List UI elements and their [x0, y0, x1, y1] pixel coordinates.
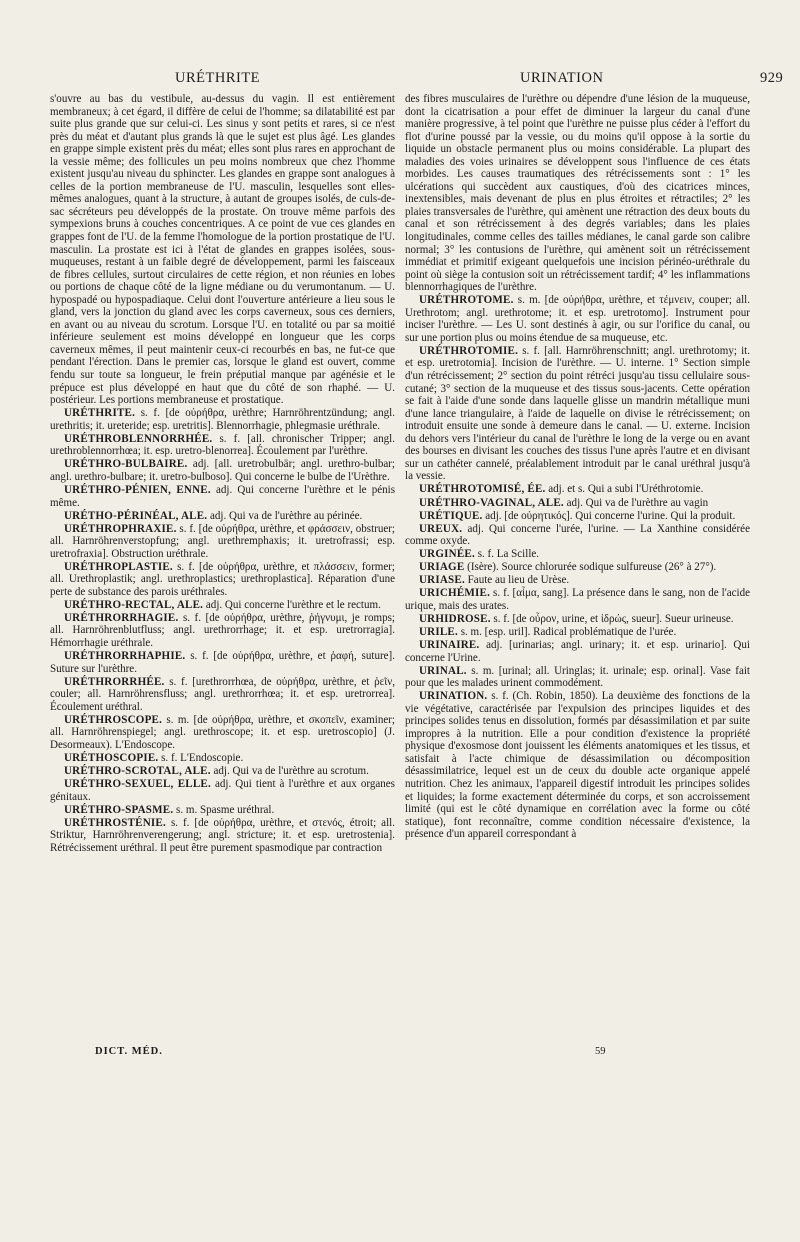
dictionary-entry: [50, 752, 395, 765]
dictionary-entry: [50, 650, 395, 675]
left-column: [50, 93, 395, 854]
entry-headword: URINATION.: [419, 690, 488, 703]
dictionary-entry: [50, 510, 395, 523]
entry-text: s. f. [de οὖρον, urine, et ἱδρώς, sueur]. Sueur urineuse.: [490, 612, 734, 625]
running-header-right: URINATION: [520, 70, 604, 86]
entry-text: adj. [urinarias; angl. urinary; it. et esp. urinario]. Qui concerne l'Urine.: [405, 639, 750, 664]
entry-headword: URÉTHRORRHAPHIE.: [64, 650, 186, 663]
entry-text: (Isère). Source chlorurée sodique sulfureuse (26° à 27°).: [464, 561, 717, 574]
entry-text: adj. Qui va de l'urèthre au scrotum.: [210, 764, 369, 777]
dictionary-entry: [50, 804, 395, 817]
entry-headword: URIAGE: [419, 561, 465, 574]
entry-text: s. f. [all. chronischer Tripper; angl. urethroblennorrhœa; it. esp. uretro-blenorrea]. Écoulement par l'urèthre.: [50, 432, 395, 458]
entry-text: s. m. [de οὐρήθρα, urèthre, et σκοπεῖν, examiner; all. Harnröhrenspiegel; angl. urethroscope; it. et esp. uretroscopio] (J. Desormeaux). L'Endoscope.: [50, 713, 395, 751]
entry-headword: URÉTHRO-PÉNIEN, ENNE.: [64, 483, 211, 496]
entry-headword: URICHÉMIE.: [419, 587, 491, 600]
entry-text: s. f. [de οὐρήθρα, urèthre, et στενός, étroit; all. Striktur, Harnröhrenverengerung; angl. stricture; it. et esp. uretrostenia]. Rétrécissement uréthral. Il peut être purement spasmodique par contraction: [50, 816, 395, 854]
dictionary-entry: [50, 817, 395, 855]
entry-headword: URÉTHROBLENNORRHÉE.: [64, 432, 213, 445]
entry-headword: URHIDROSE.: [419, 612, 491, 625]
entry-text: adj. [all. uretrobulbär; angl. urethro-bulbar; angl. urethro-bulbare; it. uretro-bulboso]. Qui concerne le bulbe de l'Urèthre.: [50, 458, 395, 483]
entry-text: s. f. [de οὐρήθρα, urèthre, et πλάσσειν, former; all. Urethroplastik; angl. urethroplastics; urethroplastica]. Réparation d'une perte de substance des parois uréthrales.: [50, 560, 395, 598]
entry-text: s. f. [de οὐρήθρα, urèthre, et ῥαφή, suture]. Suture sur l'urèthre.: [50, 650, 395, 675]
dictionary-entry: [50, 714, 395, 752]
entry-text: s. m. [de οὐρήθρα, urèthre, et τέμνειν, couper; all. Urethrotom; angl. urethrotome; it. et esp. uretrotomo]. Instrument pour inciser l'urèthre. — Les U. sont destinés à agir, ou sur l'orifice du canal, ou sur une portion plus ou moins étendue de sa muqueuse, etc.: [405, 294, 750, 344]
entry-text: Faute au lieu de Urèse.: [464, 574, 570, 587]
dictionary-entry: [50, 407, 395, 432]
entry-text: adj. Qui tient à l'urèthre et aux organes génitaux.: [50, 778, 395, 803]
entry-text: s. f. [de οὐρήθρα, urèthre; Harnröhrentzündung; angl. urethritis; it. ureteride; esp. uretritis]. Blennorrhagie, phlegmasie uréthrale.: [50, 407, 395, 432]
entry-text: des fibres musculaires de l'urèthre ou dépendre d'une lésion de la muqueuse, dont la cicatrisation a pour effet de diminuer la largeur du canal d'une manière progressive, à tel point que l'urèthre ne puisse plus céder à l'effort du flot d'urine poussé par la vessie, ou du moins qu'il oppose à la sortie du liquide un obstacle permanent plus ou moins considérable. La plupart des maladies des voies urinaires se développent sous l'influence de ces états morbides. Les causes traumatiques des rétrécissements sont : 1° les ulcérations qui succèdent aux caustiques, d'où des cicatrices minces, inextensibles, mais devenant de plus en plus étroites et rétractiles; 2° les plaies transversales de l'urèthre, qui amènent une rétraction des deux bouts du canal et son rétrécissement à des degrés variables; dans les plaies longitudinales, comme celles des tailles médianes, le canal garde son calibre normal; 3° les contusions de l'urèthre, qui amènent soit un rétrécissement immédiat et primitif exigeant quelquefois une incision périnéo-uréthrale du point où siège la contusion soit un rétrécissement tardif; 4° les inflammations blennorrhagiques de l'urèthre.: [405, 93, 750, 294]
entry-headword: URÉTHROTOMISÉ, ÉE.: [419, 483, 546, 496]
entry-headword: URÉTHRO-VAGINAL, ALE.: [419, 496, 564, 509]
signature-number: 59: [595, 1046, 606, 1057]
dictionary-entry: [50, 765, 395, 778]
entry-headword: URÉTHROTOME.: [419, 294, 514, 307]
entry-headword: URÉTHRO-SEXUEL, ELLE.: [64, 778, 211, 791]
entry-text: s. m. [urinal; all. Uringlas; it. urinale; esp. orinal]. Vase fait pour que les malades urinent commodément.: [405, 664, 750, 690]
dictionary-entry: [50, 433, 395, 458]
entry-headword: URGINÉE.: [419, 548, 475, 561]
entry-headword: URILE.: [419, 625, 458, 638]
entry-text: s'ouvre au bas du vestibule, au-dessus du vagin. Il est entièrement membraneux; à cet égard, il diffère de celui de l'homme; sa dilatabilité est par suite plus grande que sur celui-ci. Les sinus y sont petits et rares, si ce n'est près du méat et d'autant plus grands là que le sujet est plus âgé. Les glandes en grappe simple existent près du méat; elles sont plus rares en approchant de la vessie même; des follicules un peu moins nombreux que chez l'homme existent jusqu'au niveau du sphincter. Les glandes en grappe sont analogues à celles de la portion membraneuse de l'U. masculin, lesquelles sont elles-mêmes analogues, quant à la structure, à autant de groupes isolés, de culs-de-sac sécréteurs peu développés de la prostate. On trouve même parfois des sympexions bruns à couches concentriques. A ce point de vue ces glandes en grappes font de l'U. de la femme l'homologue de la portion prostatique de l'U. masculin. La prostate est ici à l'état de glandes en grappes isolées, sous-muqueuses, restant à un faible degré de développement, parmi les faisceaux de fibres cellules, surtout circulaires de cette région, et non réunies en lobes ou portions de chaque côté de la ligne médiane ou du verumontanum. — U. hypospadé ou hypospadiaque. Celui dont l'ouverture antérieure a lieu sous le gland, vers la jonction du gland avec les corps caverneux, sous ces derniers, en avant ou au niveau du scrotum. Lorsque l'U. en totalité ou par sa moitié inférieure seulement est moins développé en longueur que les corps caverneux mêmes, il peut maintenir ceux-ci recourbés en bas, ne fut-ce que pendant l'érection. Dans le premier cas, lorsque le gland est ouvert, comme fendu sur toute sa longueur, le frein préputial manque par agénésie et le prépuce est plus développé en haut que du côté de son rhaphé. — U. postérieur. Les portions membraneuse et prostatique.: [50, 93, 395, 407]
dictionary-entry: [50, 93, 395, 407]
dictionary-entry: [405, 523, 750, 548]
dictionary-entry: [405, 690, 750, 841]
dictionary-entry: [405, 483, 750, 496]
entry-text: s. f. [urethrorrhœa, de οὐρήθρα, urèthre, et ῥεῖν, couler; all. Harnröhrensfluss; angl. urethrorrhœa; it. et esp. uretrorrea]. Écoulement uréthral.: [50, 675, 395, 713]
dictionary-entry: [405, 626, 750, 639]
dictionary-entry: [405, 345, 750, 483]
dictionary-entry: [50, 612, 395, 650]
entry-text: adj. Qui concerne l'urèthre et le pénis même.: [50, 483, 396, 509]
entry-headword: URÉTIQUE.: [419, 509, 483, 522]
dictionary-entry: [405, 574, 750, 587]
entry-headword: URÉTHO-PÉRINÉAL, ALE.: [64, 509, 208, 522]
entry-headword: URÉTHRO-SPASME.: [64, 803, 174, 816]
dictionary-entry: [405, 548, 750, 561]
entry-headword: URÉTHROPLASTIE.: [64, 560, 173, 573]
dictionary-entry: [50, 458, 395, 483]
entry-headword: UREUX.: [419, 522, 463, 535]
entry-text: adj. Qui va de l'urèthre au vagin: [563, 496, 709, 509]
page-number: 929: [760, 70, 784, 86]
entry-headword: URÉTHROPHRAXIE.: [64, 522, 177, 535]
entry-text: s. f. [de οὐρήθρα, urèthre, ῥήγνυμι, je romps; all. Harnröhrenblutfluss; angl. urethrorrhage; it. et esp. uretrorragia]. Hémorrhagie uréthrale.: [50, 611, 395, 650]
dictionary-entry: [50, 599, 395, 612]
entry-text: adj. [de οὐρητικός]. Qui concerne l'urine. Qui la produit.: [482, 509, 736, 522]
entry-headword: URINAL.: [419, 664, 467, 677]
entry-text: adj. et s. Qui a subi l'Uréthrotomie.: [545, 483, 704, 496]
entry-text: s. m. [esp. uril]. Radical problématique de l'urée.: [457, 625, 677, 638]
entry-text: adj. Qui va de l'urèthre au périnée.: [207, 509, 363, 522]
right-column: [405, 93, 750, 841]
dictionary-entry: [405, 93, 750, 294]
entry-headword: URÉTHRITE.: [64, 407, 136, 420]
dictionary-entry: [405, 665, 750, 690]
dictionary-entry: [405, 639, 750, 664]
entry-text: s. f. L'Endoscopie.: [158, 751, 244, 764]
entry-headword: URÉTHRORRHÉE.: [64, 675, 165, 688]
entry-text: s. m. Spasme uréthral.: [173, 803, 275, 816]
running-header-left: URÉTHRITE: [175, 70, 261, 86]
entry-headword: URÉTHROSTÉNIE.: [64, 816, 166, 829]
entry-headword: URÉTHOSCOPIE.: [64, 751, 159, 764]
dictionary-entry: [405, 561, 750, 574]
dictionary-entry: [405, 497, 750, 510]
entry-headword: URÉTHRO-SCROTAL, ALE.: [64, 764, 211, 777]
dictionary-entry: [405, 294, 750, 344]
dictionary-entry: [50, 523, 395, 561]
dictionary-entry: [50, 778, 395, 803]
footer-abbreviation: DICT. MÉD.: [95, 1046, 163, 1057]
entry-headword: URIASE.: [419, 574, 465, 587]
dictionary-entry: [50, 484, 395, 509]
dictionary-entry: [50, 561, 395, 599]
entry-headword: URÉTHROTOMIE.: [419, 344, 519, 357]
entry-headword: URÉTHRO-RECTAL, ALE.: [64, 598, 204, 611]
entry-headword: URÉTHRORRHAGIE.: [64, 611, 179, 624]
entry-text: s. f. [de οὐρήθρα, urèthre, et φράσσειν, obstruer; all. Harnröhrenverstopfung; angl. urethremphaxis; it. uretrofrassi; esp. uretrofraxia]. Obstruction uréthrale.: [50, 522, 395, 560]
dictionary-entry: [405, 510, 750, 523]
dictionary-entry: [405, 587, 750, 612]
entry-text: adj. Qui concerne l'urèthre et le rectum.: [203, 598, 381, 611]
entry-text: adj. Qui concerne l'urée, l'urine. — La Xanthine considérée comme oxyde.: [405, 522, 750, 548]
entry-text: s. f. [αἷμα, sang]. La présence dans le sang, non de l'acide urique, mais des urates.: [405, 587, 750, 612]
dictionary-entry: [50, 676, 395, 714]
entry-headword: URÉTHROSCOPE.: [64, 713, 163, 726]
entry-text: s. f. [all. Harnröhrenschnitt; angl. urethrotomy; it. et esp. uretrotomia]. Incision de l'urèthre. — U. interne. 1° Section simple d'un rétrécissement; 2° section du point rétréci jusqu'au tissu cellulaire sous-cutané; 3° section de la muqueuse et des tissus sous-jacents. Cette opération se fait à l'aide d'une sonde dans laquelle glisse un mandrin métallique muni d'une lance triangulaire, à l'aide de laquelle on divise le rétrécissement; on introduit ensuite une sonde à demeure dans le canal. — U. externe. Incision du dehors vers l'intérieur du canal de l'urèthre le long de la verge ou en avant des bourses en divisant les couches des tissus l'une après l'autre et en divisant sur un cathéter cannelé, préalablement introduit par le canal uréthral jusqu'à la vessie.: [405, 344, 750, 483]
dictionary-entry: [405, 613, 750, 626]
entry-text: s. f. (Ch. Robin, 1850). La deuxième des fonctions de la vie végétative, caractérisée par l'expulsion des principes liquides et des principes solides tenus en dissolution, formés par désassimilation et par suite impropres à la nutrition. Elle a pour condition d'existence la propriété physique d'exosmose dont jouissent les éléments anatomiques et les tissus, et satisfait à l'acte chimique de désassimilation ou décomposition désassimilatrice, lequel est un de ceux du double acte organique appelé nutrition. Chez les animaux, l'appareil digestif introduit les principes solides et liquides; la forme exactement déterminée du corps, et son accroissement limité (qui est le côté dynamique en corrélation avec la forme ou côté statique), font reconnaître, comme condition nécessaire d'existence, la présence d'un appareil correspondant à: [405, 690, 750, 841]
entry-headword: URÉTHRO-BULBAIRE.: [64, 458, 188, 471]
entry-text: s. f. La Scille.: [474, 548, 540, 561]
entry-headword: URINAIRE.: [419, 639, 480, 652]
